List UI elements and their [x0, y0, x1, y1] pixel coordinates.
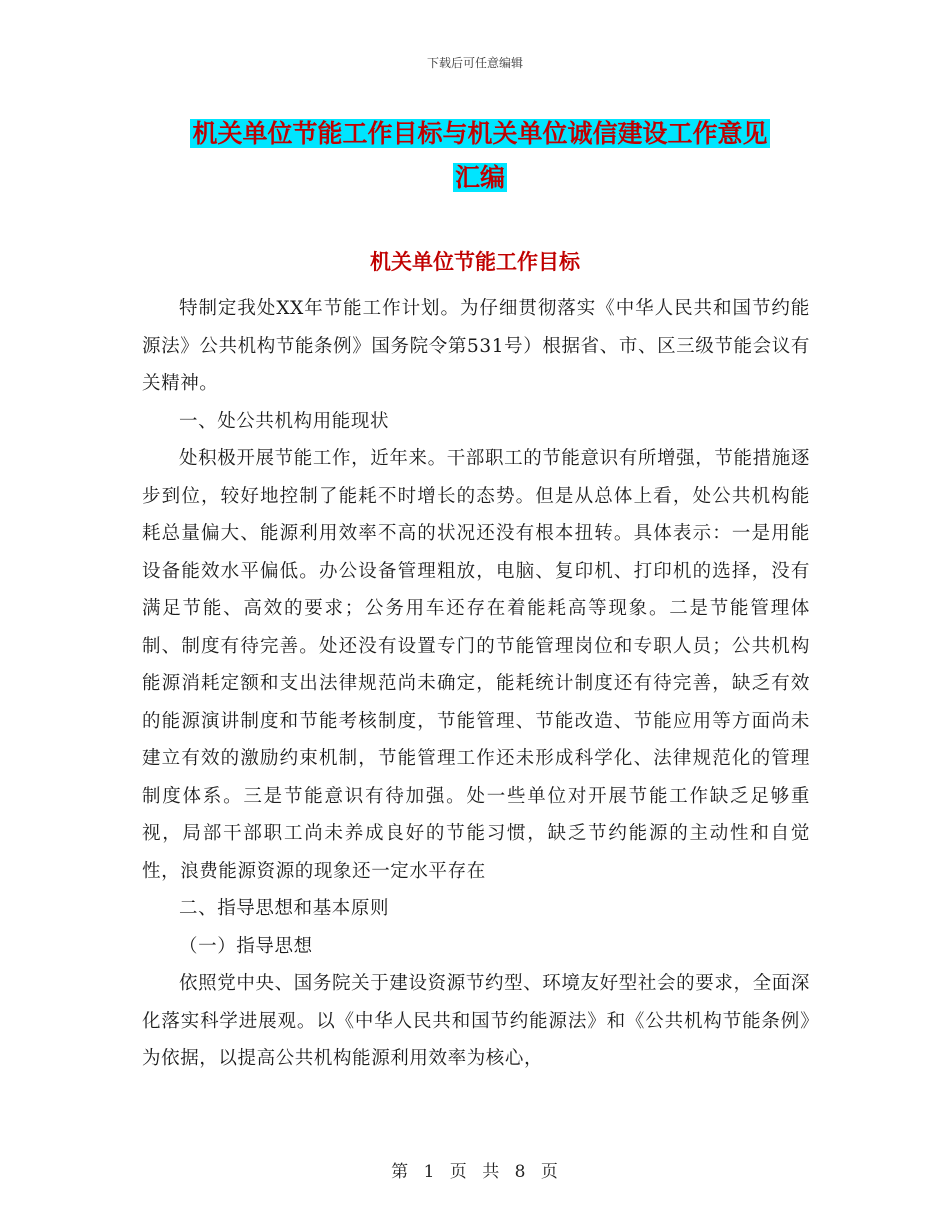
- header-note: 下载后可任意编辑: [426, 56, 523, 70]
- page-total: 8: [514, 1162, 527, 1182]
- paragraph: 依照党中央、国务院关于建设资源节约型、环境友好型社会的要求，全面深化落实科学进展观。以《中华人民共和国节约能源法》和《公共机构节能条例》为依据，以提高公共机构能源利用效率为核心，: [142, 973, 810, 1069]
- body-text: [142, 290, 810, 1078]
- paragraph-subheading: （一）指导思想: [179, 935, 313, 957]
- title-line-1: 机关单位节能工作目标与机关单位诚信建设工作意见: [192, 119, 768, 148]
- section-title: 机关单位节能工作目标: [370, 250, 580, 274]
- title-line-2: 汇编: [454, 163, 505, 192]
- footer-page-word: 页: [449, 1162, 468, 1182]
- paragraph-heading: 一、处公共机构用能现状: [179, 410, 390, 432]
- paragraph: 处积极开展节能工作，近年来。干部职工的节能意识有所增强，节能措施逐步到位，较好地控制了能耗不时增长的态势。但是从总体上看，处公共机构能耗总量偏大、能源利用效率不高的状况还没有根本扭转。具体表示：一是用能设备能效水平偏低。办公设备管理粗放，电脑、复印机、打印机的选择，没有满足节能、高效的要求；公务用车还存在着能耗高等现象。二是节能管理体制、制度有待完善。处还没有设置专门的节能管理岗位和专职人员；公共机构能源消耗定额和支出法律规范尚未确定，能耗统计制度还有待完善，缺乏有效的能源演讲制度和节能考核制度，节能管理、节能改造、节能应用等方面尚未建立有效的激励约束机制，节能管理工作还未形成科学化、法律规范化的管理制度体系。三是节能意识有待加强。处一些单位对开展节能工作缺乏足够重视，局部干部职工尚未养成良好的节能习惯，缺乏节约能源的主动性和自觉性，浪费能源资源的现象还一定水平存在: [142, 448, 810, 882]
- footer-prefix: 第: [391, 1162, 410, 1182]
- page-number: 1: [423, 1162, 436, 1182]
- paragraph: 特制定我处XX年节能工作计划。为仔细贯彻落实《中华人民共和国节约能源法》公共机构节能条例》国务院令第531号）根据省、市、区三级节能会议有关精神。: [142, 298, 810, 394]
- paragraph-heading: 二、指导思想和基本原则: [179, 898, 390, 919]
- footer-total-prefix: 共: [482, 1162, 501, 1182]
- footer-suffix: 页: [540, 1162, 559, 1182]
- document-title: [140, 112, 820, 200]
- page-footer: [0, 1157, 950, 1182]
